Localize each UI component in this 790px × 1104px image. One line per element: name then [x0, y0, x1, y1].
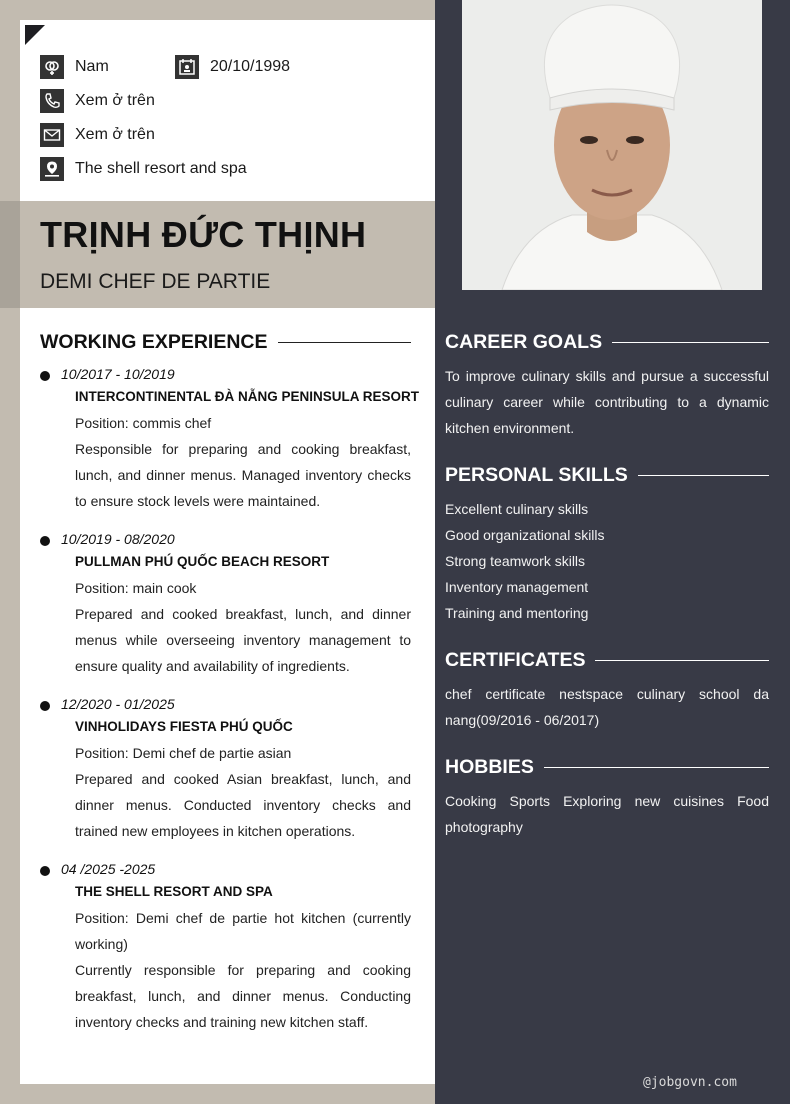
job-date: 12/2020 - 01/2025: [61, 696, 175, 712]
calendar-icon: [175, 55, 199, 79]
gender-value: Nam: [75, 58, 109, 75]
job-description: Prepared and cooked breakfast, lunch, and dinner menus while overseeing inventory management to ensure quality and availability of ingredients.: [75, 606, 411, 674]
candidate-name: TRỊNH ĐỨC THỊNH: [40, 214, 367, 255]
birthdate-value: 20/10/1998: [210, 58, 291, 75]
hobbies-heading-text: HOBBIES: [445, 756, 534, 778]
job-company: PULLMAN PHÚ QUỐC BEACH RESORT: [75, 554, 330, 569]
hobbies-heading: [445, 756, 769, 779]
experience-heading: [40, 331, 411, 354]
envelope-icon: [40, 123, 64, 147]
job-company: INTERCONTINENTAL ĐÀ NẴNG PENINSULA RESORT: [75, 389, 420, 404]
personal-skills-heading: [445, 464, 769, 487]
experience-heading-text: WORKING EXPERIENCE: [40, 331, 268, 353]
job-position: Position: Demi chef de partie asian: [75, 745, 292, 761]
job-position: Position: commis chef: [75, 415, 212, 431]
gender-row: [40, 55, 109, 79]
career-goals-heading-text: CAREER GOALS: [445, 331, 603, 353]
name-band-accent: [0, 201, 20, 308]
corner-decoration: [25, 25, 45, 45]
job-title: DEMI CHEF DE PARTIE: [40, 270, 271, 293]
job-bullet: [40, 536, 50, 546]
personal-skills-heading-text: PERSONAL SKILLS: [445, 464, 628, 486]
personal-skills-list: [445, 496, 769, 626]
phone-row: [40, 89, 155, 113]
job-description: Responsible for preparing and cooking breakfast, lunch, and dinner menus. Managed inventory checks to ensure stock levels were maintained.: [75, 441, 411, 509]
phone-icon: [40, 89, 64, 113]
job-date: 10/2019 - 08/2020: [61, 531, 175, 547]
map-pin-icon: [40, 157, 64, 181]
personal-skills-rule: [638, 475, 769, 476]
watermark: @jobgovn.com: [643, 1075, 737, 1090]
skill-item: Strong teamwork skills: [445, 553, 586, 569]
job-date: 04 /2025 -2025: [61, 861, 156, 877]
email-value: Xem ở trên: [75, 126, 155, 143]
certificates-text: chef certificate nestspace culinary school da nang(09/2016 - 06/2017): [445, 686, 769, 728]
job-date: 10/2017 - 10/2019: [61, 366, 175, 382]
skill-item: Good organizational skills: [445, 527, 605, 543]
certificates-rule: [595, 660, 769, 661]
certificates-heading-text: CERTIFICATES: [445, 649, 586, 671]
skill-item: Inventory management: [445, 579, 589, 595]
address-value: The shell resort and spa: [75, 160, 247, 177]
certificates-heading: [445, 649, 769, 672]
job-bullet: [40, 701, 50, 711]
skill-item: Excellent culinary skills: [445, 501, 589, 517]
experience-heading-rule: [278, 342, 411, 343]
job-company: THE SHELL RESORT AND SPA: [75, 884, 273, 899]
hobbies-rule: [544, 767, 769, 768]
phone-value: Xem ở trên: [75, 92, 155, 109]
address-row: [40, 157, 247, 181]
job-description: Prepared and cooked Asian breakfast, lunch, and dinner menus. Conducted inventory checks and trained new employees in kitchen operations.: [75, 771, 411, 839]
job-description: Currently responsible for preparing and cooking breakfast, lunch, and dinner menus. Conducting inventory checks and training new kitchen staff.: [75, 962, 411, 1030]
job-bullet: [40, 866, 50, 876]
career-goals-text: To improve culinary skills and pursue a successful culinary career while contributing to a dynamic kitchen environment.: [445, 368, 769, 436]
profile-photo: [462, 0, 762, 290]
hobbies-text: Cooking Sports Exploring new cuisines Food photography: [445, 793, 769, 835]
gender-icon: [40, 55, 64, 79]
job-position: Position: main cook: [75, 580, 197, 596]
job-bullet: [40, 371, 50, 381]
career-goals-rule: [612, 342, 769, 343]
birthdate-row: [175, 55, 290, 79]
skill-item: Training and mentoring: [445, 605, 589, 621]
career-goals-heading: [445, 331, 769, 354]
job-position: Position: Demi chef de partie hot kitchen (currently working): [75, 910, 411, 952]
job-company: VINHOLIDAYS FIESTA PHÚ QUỐC: [75, 719, 293, 734]
email-row: [40, 123, 155, 147]
